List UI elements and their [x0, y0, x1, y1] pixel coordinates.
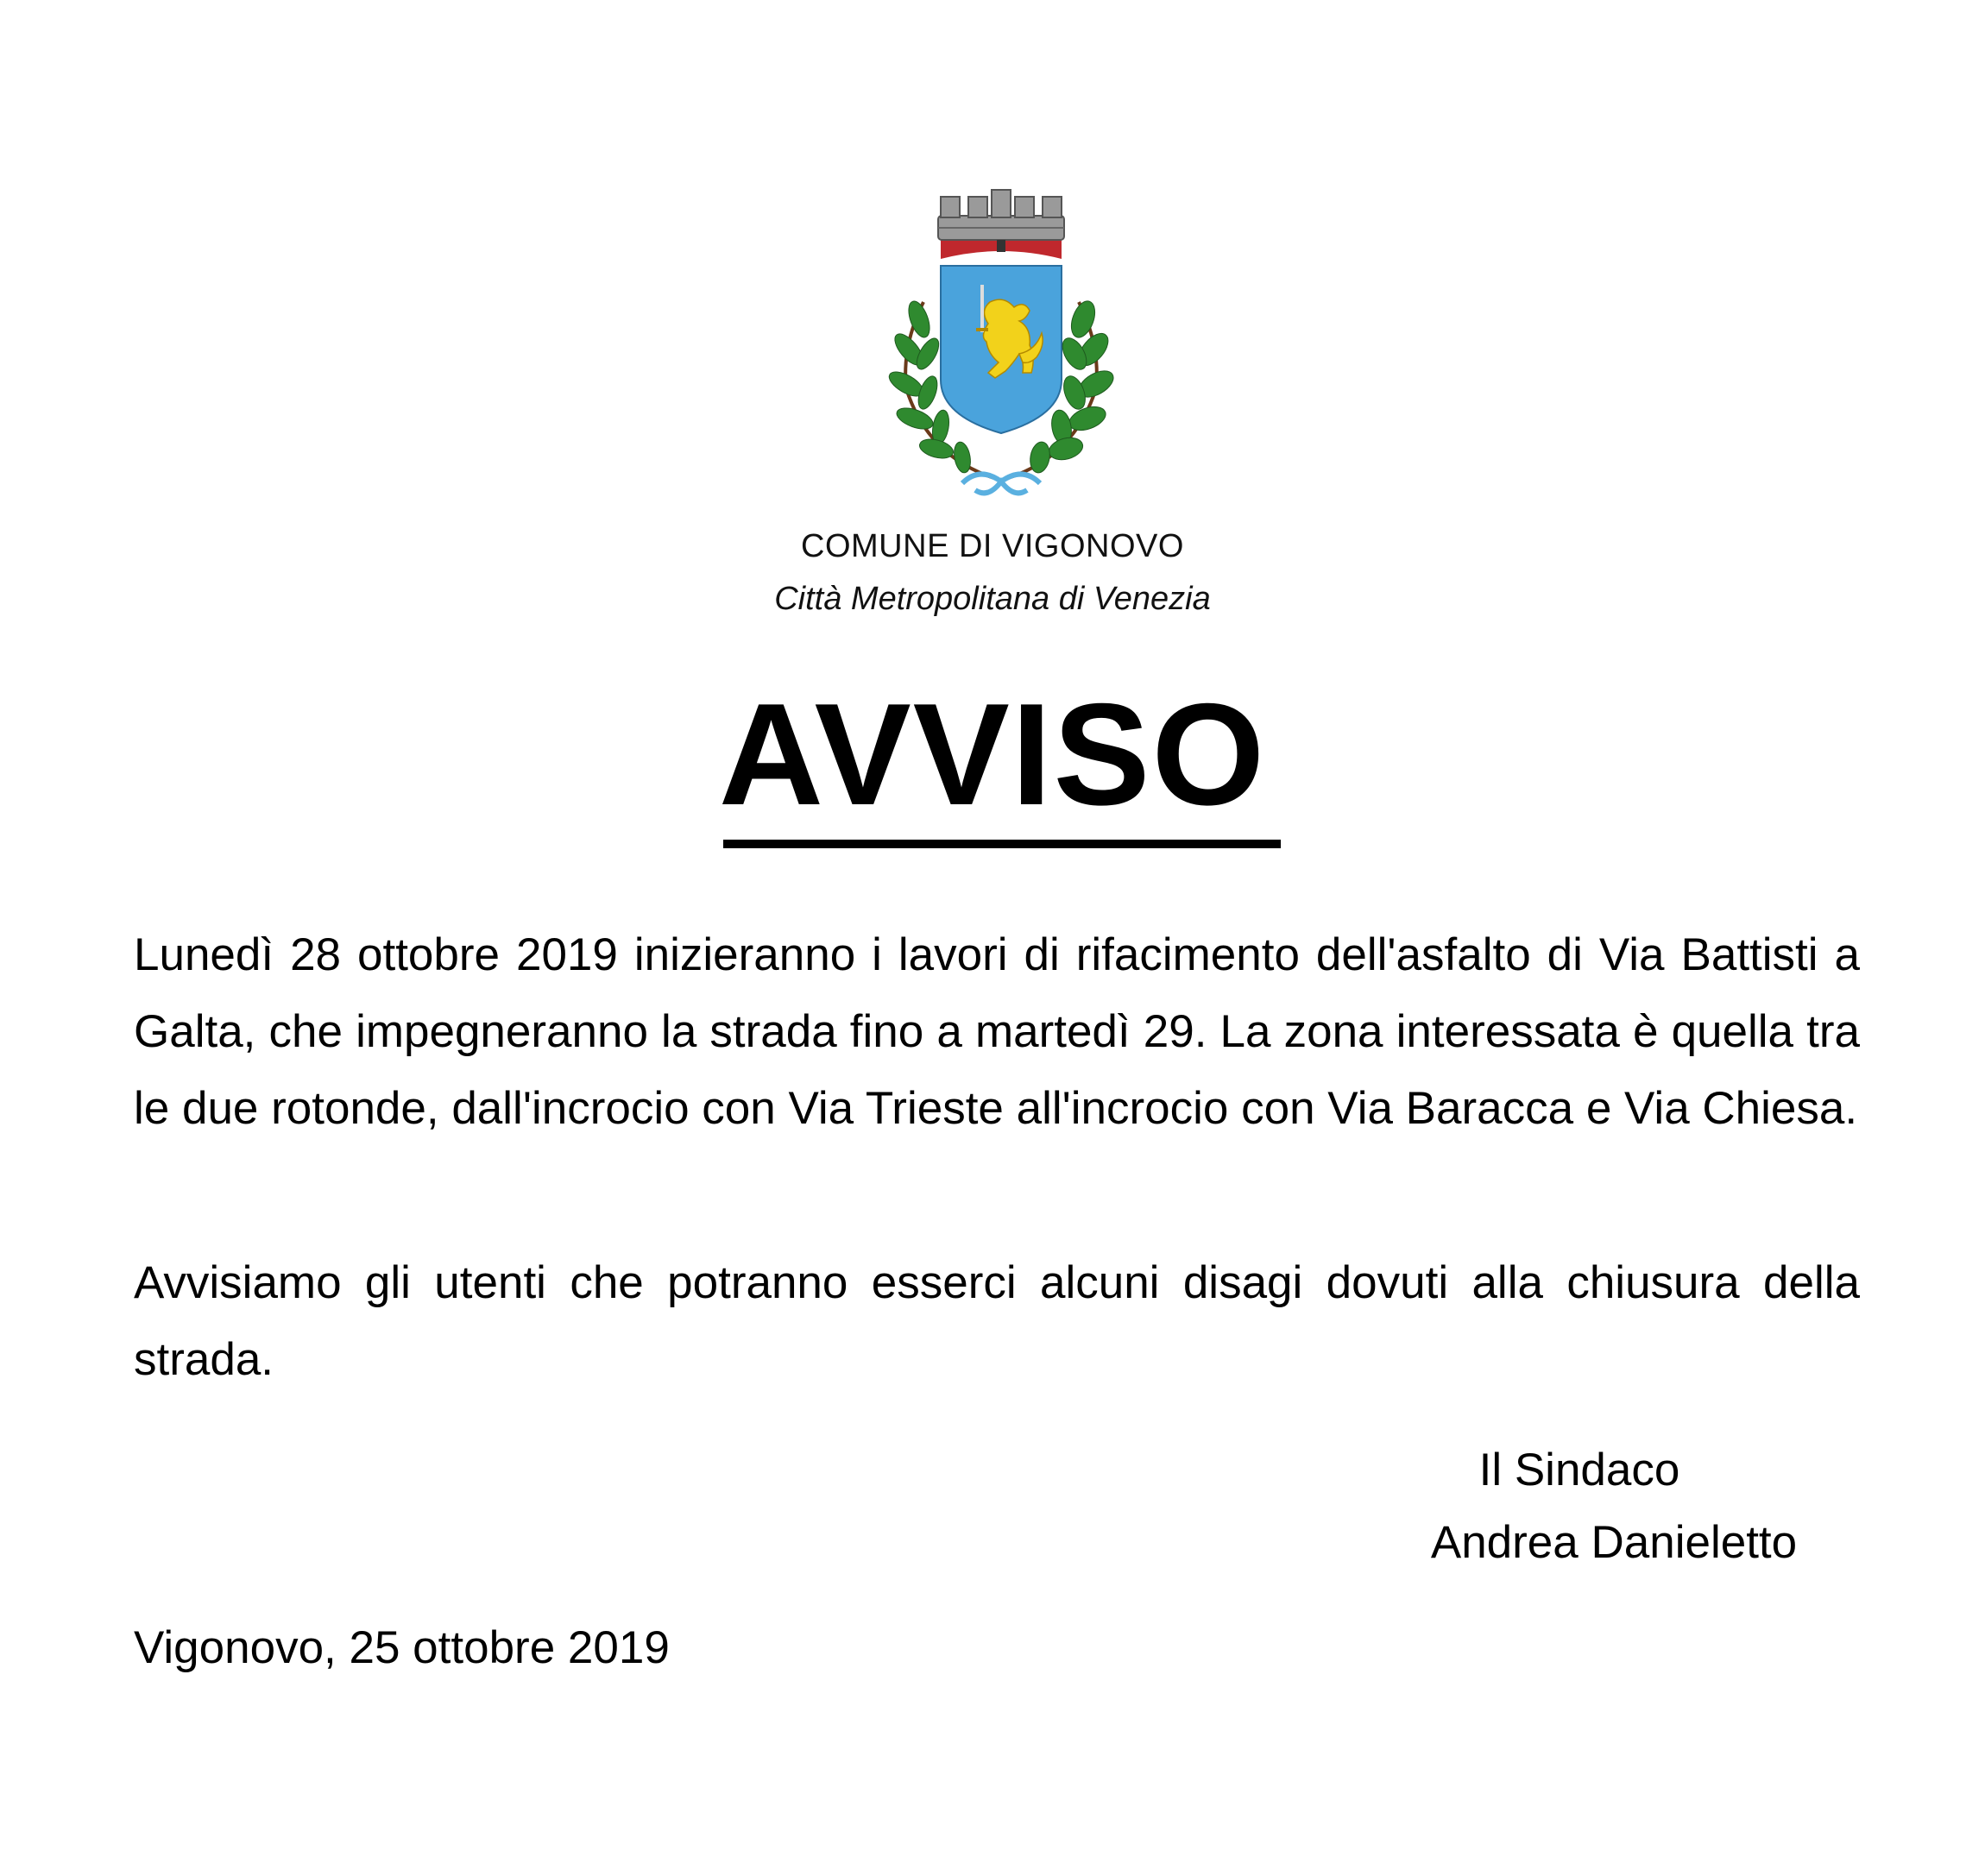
mural-crown-icon [938, 190, 1064, 259]
signature-name: Andrea Danieletto [1430, 1517, 1798, 1568]
municipality-name: COMUNE DI VIGONOVO [801, 528, 1184, 564]
notice-paragraph-1: Lunedì 28 ottobre 2019 inizieranno i lavori di rifacimento dell'asfalto di Via Battisti a Galta, che impegneranno la strada fino a martedì 29. La zona interessata è quella tra le due rotonde, dall'incrocio con Via Trieste all'incrocio con Via Baracca e Via Chiesa. [134, 929, 1860, 1134]
notice-paragraph-2: Avvisiamo gli utenti che potranno esserci alcuni disagi dovuti alla chiusura della strada. [134, 1257, 1860, 1385]
place-date: Vigonovo, 25 ottobre 2019 [134, 1622, 670, 1673]
region-name: Città Metropolitana di Venezia [774, 581, 1211, 617]
ribbon-icon [962, 474, 1040, 493]
vigonovo-coat-of-arms-icon [859, 181, 1144, 509]
shield-icon [941, 266, 1062, 433]
title-underline [723, 840, 1281, 848]
signature-role: Il Sindaco [1478, 1445, 1680, 1495]
notice-title: AVVISO [718, 673, 1267, 835]
